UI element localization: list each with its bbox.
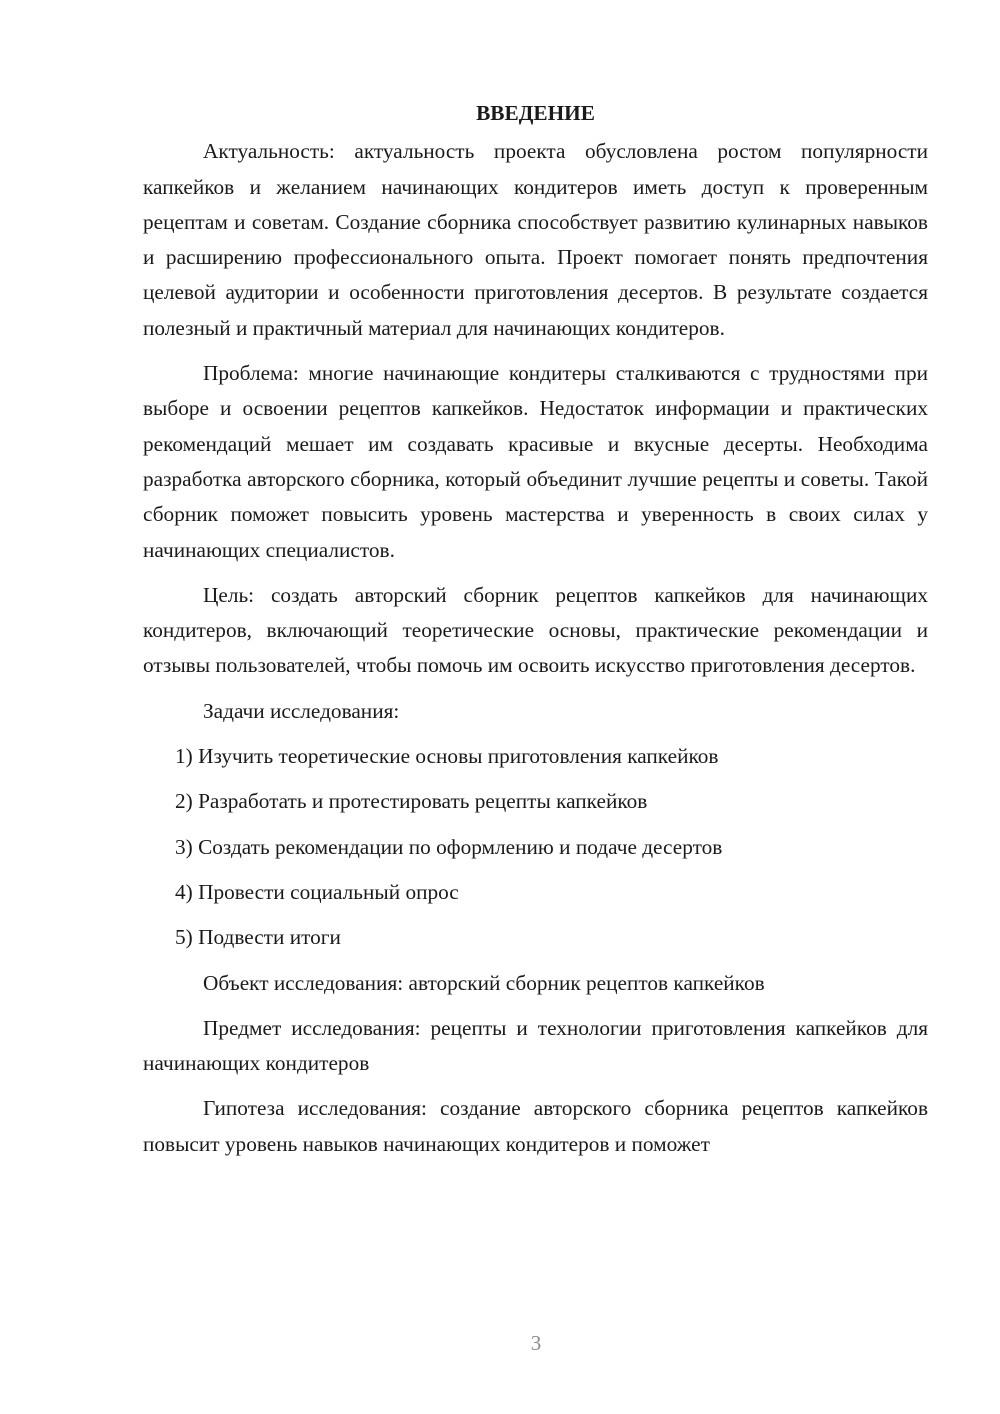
research-object: Объект исследования: авторский сборник рецептов капкейков [203, 970, 765, 995]
paragraph-problem: Проблема: многие начинающие кондитеры сталкиваются с трудностями при выборе и освоении рецептов капкейков. Недостаток информации и практических рекомендаций мешает им создавать красивые и вкусные десерты. Необходима разработка авторского сборника, который объединит лучшие рецепты и советы. Такой сборник поможет повысить уровень мастерства и уверенность в своих силах у начинающих специалистов. [143, 361, 928, 562]
task-item-4: 4) Провести социальный опрос [175, 879, 459, 904]
page-number: 3 [530, 1331, 542, 1355]
tasks-title: Задачи исследования: [203, 698, 400, 723]
task-item-1: 1) Изучить теоретические основы приготовления капкейков [175, 744, 719, 769]
paragraph-goal: Цель: создать авторский сборник рецептов капкейков для начинающих кондитеров, включающий теоретические основы, практические рекомендации и отзывы пользователей, чтобы помочь им освоить искусство приготовления десертов. [143, 582, 928, 678]
task-item-5: 5) Подвести итоги [175, 925, 341, 950]
research-subject: Предмет исследования: рецепты и технологии приготовления капкейков для начинающих кондитеров [143, 1015, 928, 1076]
section-heading: ВВЕДЕНИЕ [476, 101, 595, 125]
task-item-3: 3) Создать рекомендации по оформлению и подаче десертов [175, 834, 723, 859]
task-item-2: 2) Разработать и протестировать рецепты капкейков [175, 789, 648, 814]
research-hypothesis: Гипотеза исследования: создание авторского сборника рецептов капкейков повысит уровень навыков начинающих кондитеров и поможет [143, 1096, 928, 1156]
document-page [143, 96, 928, 1172]
tasks-list [143, 739, 928, 955]
paragraph-relevance: Актуальность: актуальность проекта обусловлена ростом популярности капкейков и желанием начинающих кондитеров иметь доступ к проверенным рецептам и советам. Создание сборника способствует развитию кулинарных навыков и расширению профессионального опыта. Проект помогает понять предпочтения целевой аудитории и особенности приготовления десертов. В результате создается полезный и практичный материал для начинающих кондитеров. [143, 139, 928, 340]
